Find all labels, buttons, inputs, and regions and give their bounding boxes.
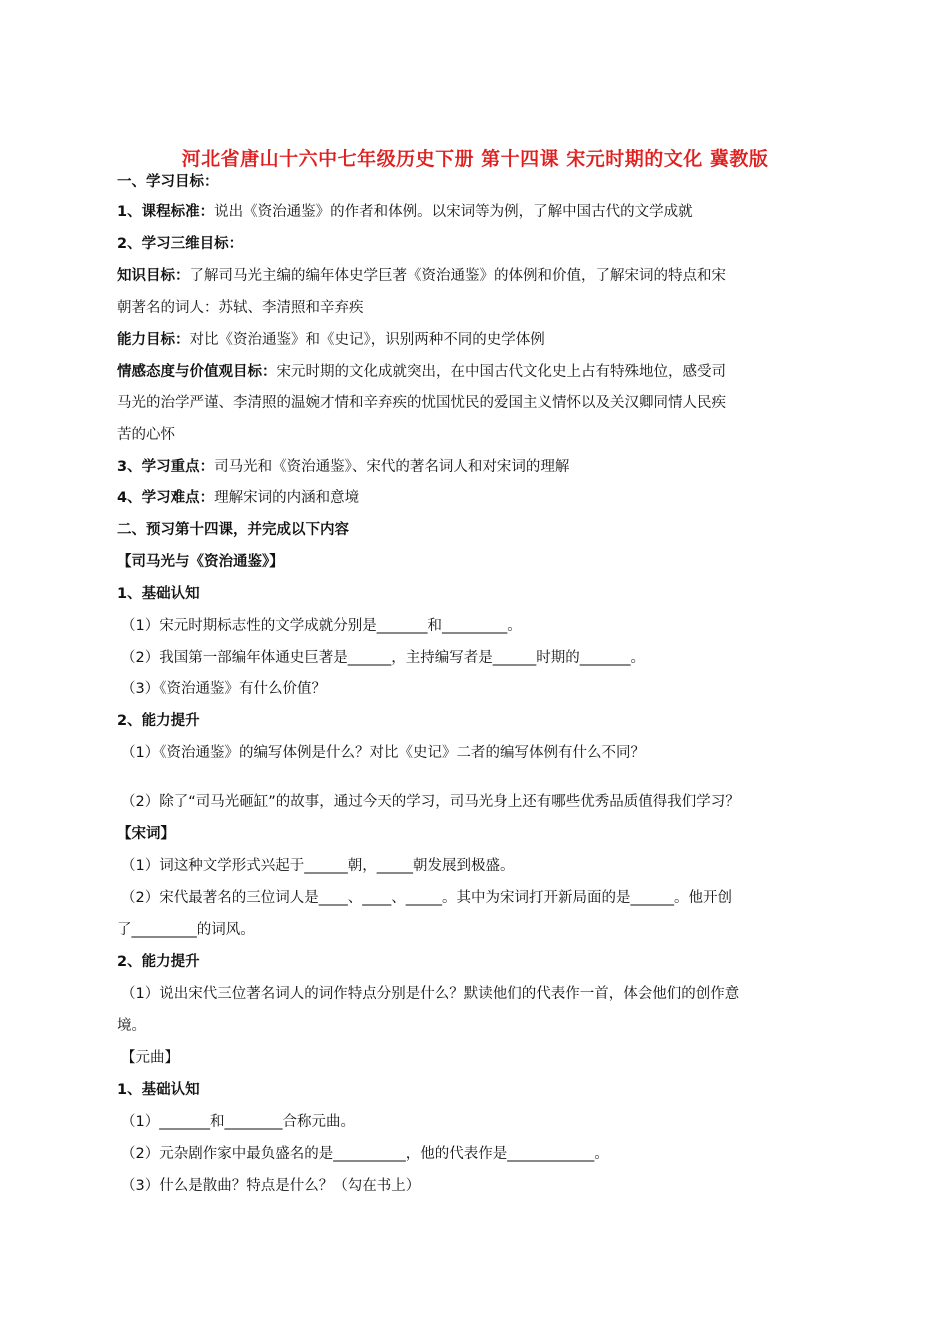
- section-heading: 1、基础认知: [117, 1082, 200, 1098]
- text-line: 1、课程标准：说出《资治通鉴》的作者和体例。以宋词等为例，了解中国古代的文学成就: [117, 204, 693, 220]
- question-line: （3）《资治通鉴》有什么价值？: [121, 681, 326, 697]
- question-line: （1）宋元时期标志性的文学成就分别是_______和_________。: [121, 618, 522, 634]
- section-heading: 1、基础认知: [117, 586, 200, 602]
- section-heading: 【元曲】: [121, 1050, 179, 1066]
- question-line: 了_________的词风。: [117, 922, 255, 938]
- question-line: 境。: [117, 1018, 146, 1034]
- text-line: 马光的治学严谨、李清照的温婉才情和辛弃疾的忧国忧民的爱国主义情怀以及关汉卿同情人民疾: [117, 395, 726, 411]
- document-title: 河北省唐山十六中七年级历史下册 第十四课 宋元时期的文化 冀教版: [181, 148, 769, 170]
- section-heading: 一、学习目标：: [117, 174, 219, 190]
- question-line: （3）什么是散曲？特点是什么？（勾在书上）: [121, 1178, 421, 1194]
- text-line: 能力目标：对比《资治通鉴》和《史记》，识别两种不同的史学体例: [117, 332, 545, 348]
- text-line: 3、学习重点：司马光和《资治通鉴》、宋代的著名词人和对宋词的理解: [117, 459, 570, 475]
- section-heading: 二、预习第十四课，并完成以下内容: [117, 522, 349, 538]
- section-heading: 【司马光与《资治通鉴》】: [117, 554, 284, 570]
- question-line: （1）_______和________合称元曲。: [121, 1114, 355, 1130]
- section-heading: 2、学习三维目标：: [117, 236, 244, 252]
- section-heading: 2、能力提升: [117, 954, 200, 970]
- question-line: （1）词这种文学形式兴起于______朝，_____朝发展到极盛。: [121, 858, 515, 874]
- section-heading: 2、能力提升: [117, 713, 200, 729]
- question-line: （1）《资治通鉴》的编写体例是什么？对比《史记》二者的编写体例有什么不同？: [121, 745, 645, 761]
- text-line: 情感态度与价值观目标：宋元时期的文化成就突出，在中国古代文化史上占有特殊地位，感受司: [117, 364, 726, 380]
- text-line: 4、学习难点：理解宋词的内涵和意境: [117, 490, 360, 506]
- text-line: 知识目标：了解司马光主编的编年体史学巨著《资治通鉴》的体例和价值，了解宋词的特点和宋: [117, 268, 726, 284]
- text-line: 苦的心怀: [117, 427, 175, 443]
- question-line: （2）我国第一部编年体通史巨著是______，主持编写者是______时期的_______。: [121, 650, 645, 666]
- section-heading: 【宋词】: [117, 826, 175, 842]
- question-line: （2）宋代最著名的三位词人是____、____、_____。其中为宋词打开新局面的是______。他开创: [121, 890, 732, 906]
- question-line: （1）说出宋代三位著名词人的词作特点分别是什么？默读他们的代表作一首，体会他们的创作意: [121, 986, 740, 1002]
- question-line: （2）元杂剧作家中最负盛名的是__________，他的代表作是____________。: [121, 1146, 609, 1162]
- question-line: （2）除了“司马光砸缸”的故事，通过今天的学习，司马光身上还有哪些优秀品质值得我们学习？: [121, 794, 740, 810]
- text-line: 朝著名的词人：苏轼、李清照和辛弃疾: [117, 300, 364, 316]
